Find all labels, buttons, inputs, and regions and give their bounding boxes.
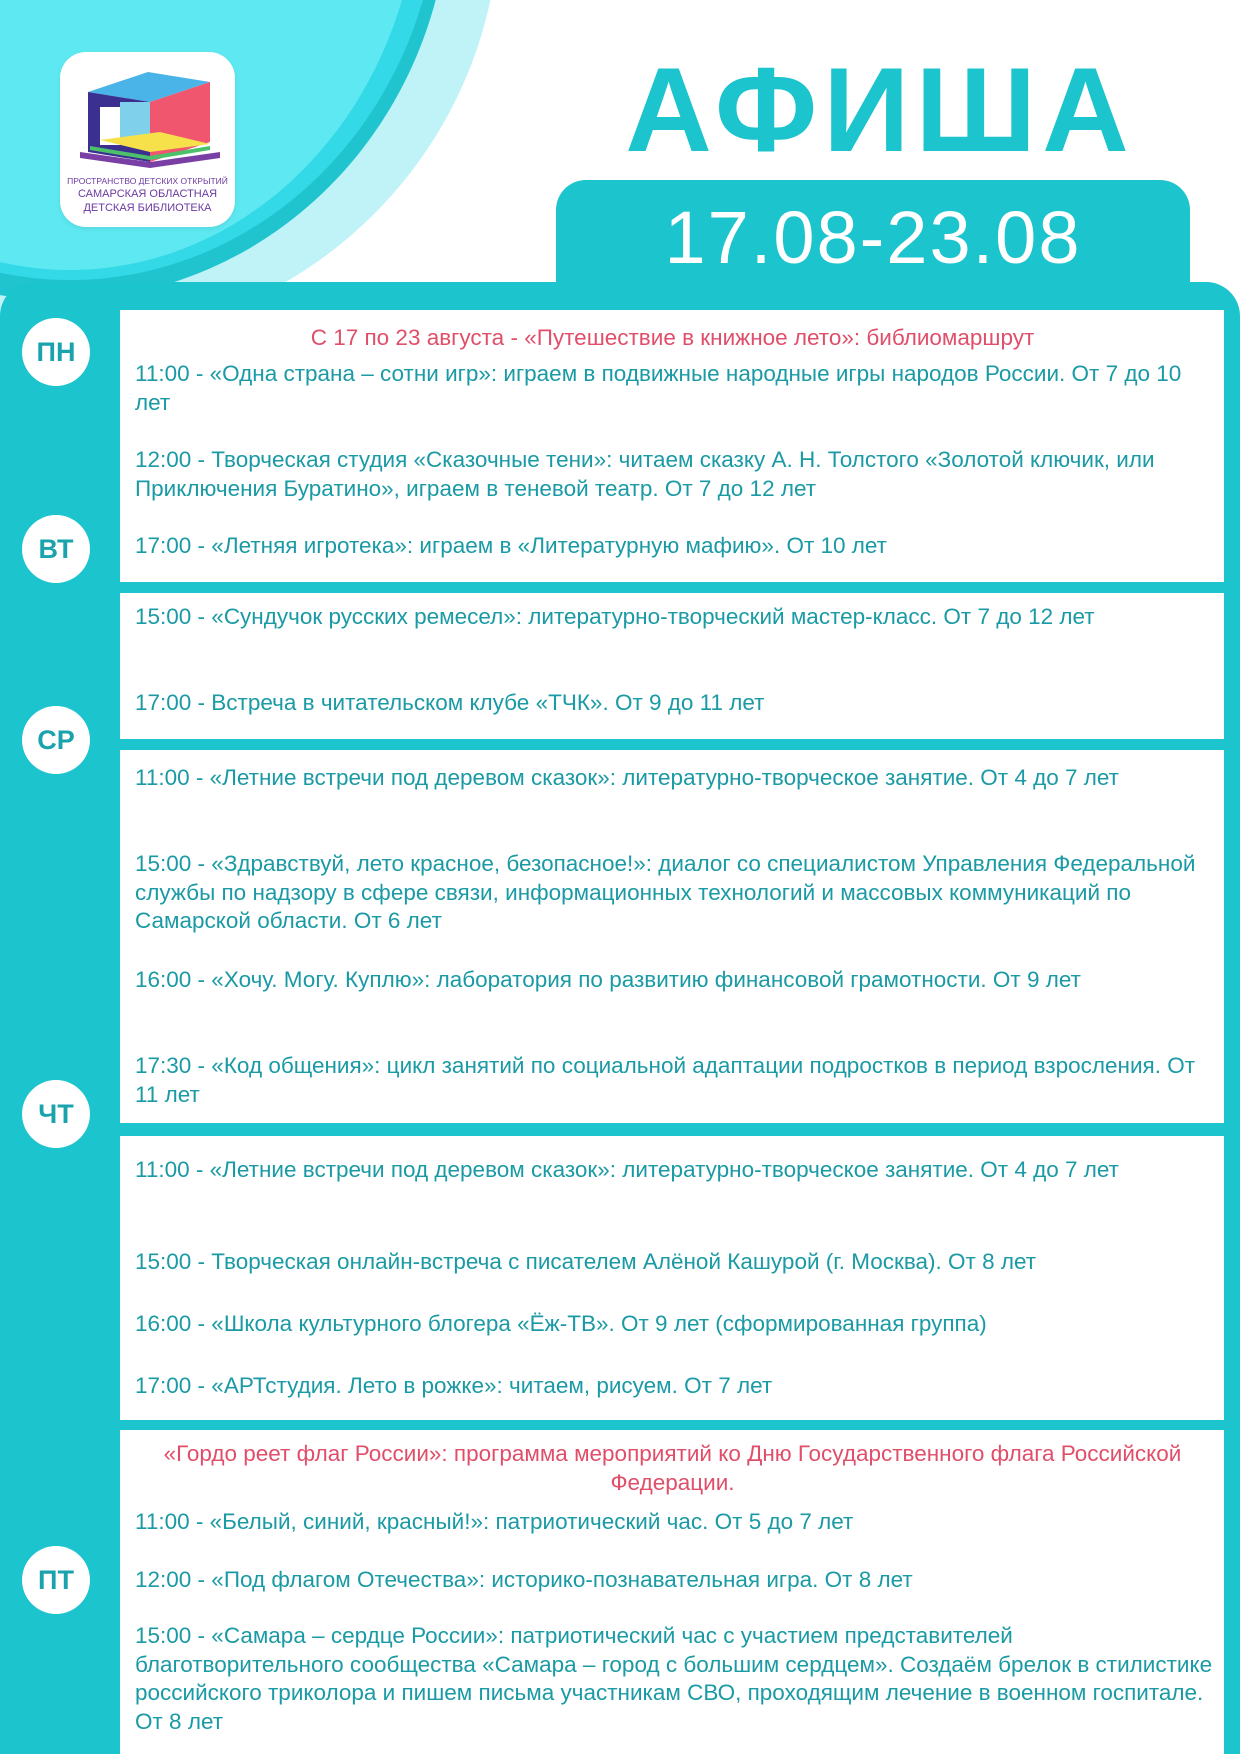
library-logo — [60, 52, 235, 227]
event-item: 15:00 - Творческая онлайн-встреча с писателем Алёной Кашурой (г. Москва). От 8 лет — [135, 1249, 1037, 1274]
logo-caption: ПРОСТРАНСТВО ДЕТСКИХ ОТКРЫТИЙ — [67, 176, 228, 186]
day-badge-wed: СР — [22, 706, 90, 774]
event-item: 11:00 - «Одна страна – сотни игр»: играем в подвижные народные игры народов России. От 7 до 10 лет — [135, 361, 1182, 415]
event-item: 17:00 - Встреча в читательском клубе «ТЧК». От 9 до 11 лет — [135, 690, 765, 715]
highlight-text: С 17 по 23 августа - «Путешествие в книжное лето»: библиомаршрут — [310, 325, 1035, 350]
event-item: 15:00 - «Сундучок русских ремесел»: литературно-творческий мастер-класс. От 7 до 12 лет — [135, 604, 1095, 629]
event-item: 11:00 - «Летние встречи под деревом сказок»: литературно-творческое занятие. От 4 до 7 лет — [135, 765, 1119, 790]
logo-caption: ДЕТСКАЯ БИБЛИОТЕКА — [83, 202, 212, 214]
event-item: 11:00 - «Белый, синий, красный!»: патриотический час. От 5 до 7 лет — [135, 1509, 854, 1534]
event-item: 17:00 - «Летняя игротека»: играем в «Литературную мафию». От 10 лет — [135, 533, 887, 558]
schedule-card — [120, 1136, 1224, 1420]
event-item: 16:00 - «Школа культурного блогера «Ёж-ТВ». От 9 лет (сформированная группа) — [135, 1311, 987, 1336]
schedule-card — [120, 1430, 1224, 1754]
date-range: 17.08-23.08 — [664, 196, 1082, 279]
event-item: 12:00 - Творческая студия «Сказочные тени»: читаем сказку А. Н. Толстого «Золотой ключик, или Приключения Буратино», играем в теневой театр. От 7 до 12 лет — [135, 447, 1155, 501]
event-item: 17:30 - «Код общения»: цикл занятий по социальной адаптации подростков в период взросления. От 11 лет — [135, 1053, 1196, 1107]
day-badge-fri: ПТ — [22, 1546, 90, 1614]
day-badge-tue: ВТ — [22, 515, 90, 583]
highlight-text: «Гордо реет флаг России»: программа мероприятий ко Дню Государственного флага Российской Федерации. — [163, 1441, 1182, 1495]
schedule-card — [120, 593, 1224, 739]
event-item: 15:00 - «Здравствуй, лето красное, безопасное!»: диалог со специалистом Управления Федеральной службы по надзору в сфере связи, информационных технологий и массовых коммуникаций по Самарской области. От 6 лет — [135, 851, 1196, 933]
library-logo-icon — [60, 52, 235, 177]
logo-caption: САМАРСКАЯ ОБЛАСТНАЯ — [77, 188, 218, 200]
page-title: АФИША — [625, 43, 1135, 177]
event-item: 12:00 - «Под флагом Отечества»: историко-познавательная игра. От 8 лет — [135, 1567, 913, 1592]
day-badge-thu: ЧТ — [22, 1080, 90, 1148]
event-item: 15:00 - «Самара – сердце России»: патриотический час с участием представителей благотворительного сообщества «Самара – город с большим сердцем». Создаём брелок в стилистике российского триколора и пишем письма участникам СВО, проходящим лечение в военном госпитале. От 8 лет — [135, 1623, 1213, 1734]
schedule-card — [120, 750, 1224, 1123]
day-badge-mon: ПН — [22, 318, 90, 386]
event-item: 11:00 - «Летние встречи под деревом сказок»: литературно-творческое занятие. От 4 до 7 лет — [135, 1157, 1119, 1182]
schedule-card — [120, 310, 1224, 582]
event-item: 17:00 - «АРТстудия. Лето в рожке»: читаем, рисуем. От 7 лет — [135, 1373, 773, 1398]
event-item: 16:00 - «Хочу. Могу. Куплю»: лаборатория по развитию финансовой грамотности. От 9 лет — [135, 967, 1081, 992]
